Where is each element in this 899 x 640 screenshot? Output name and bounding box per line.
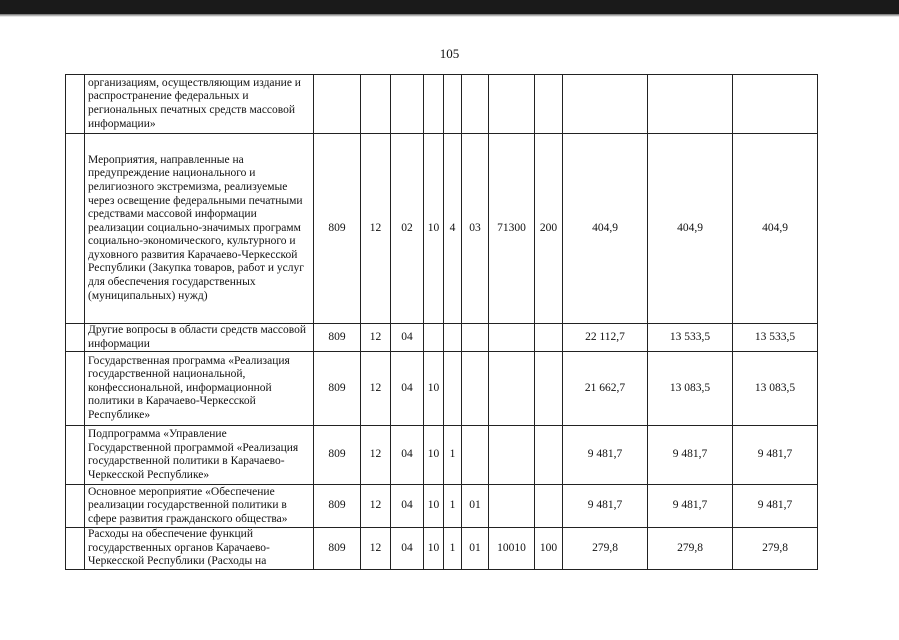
expense-type-cell	[535, 352, 563, 426]
row-number-cell	[66, 75, 85, 134]
budget-table	[65, 74, 818, 570]
subprogram-cell	[444, 352, 462, 426]
sum-year3-cell: 9 481,7	[733, 426, 818, 485]
expense-type-cell	[535, 324, 563, 352]
podrazdel-cell	[391, 75, 424, 134]
item-name-cell: Другие вопросы в области средств массовой информации	[85, 324, 314, 352]
expense-type-cell: 200	[535, 134, 563, 324]
razdel-cell: 12	[361, 324, 391, 352]
sum-year3-cell: 279,8	[733, 528, 818, 570]
program-cell	[424, 75, 444, 134]
sum-year2-cell: 13 533,5	[648, 324, 733, 352]
item-name-cell: Мероприятия, направленные на предупреждение национального и религиозного экстремизма, реализуемые через освещение федеральными печатными средствами массовой информации реализации социально-значимых программ социально-экономического, культурного и духовного развития Карачаево-Черкесской Республики (Закупка товаров, работ и услуг для обеспечения государственных (муниципальных) нужд)	[85, 134, 314, 324]
podrazdel-cell: 02	[391, 134, 424, 324]
sum-year1-cell: 21 662,7	[563, 352, 648, 426]
sum-year1-cell: 279,8	[563, 528, 648, 570]
program-cell: 10	[424, 352, 444, 426]
table-row	[66, 352, 818, 426]
table-row	[66, 324, 818, 352]
item-name-cell: Государственная программа «Реализация государственной национальной, конфессиональной, информационной политики в Карачаево-Черкесской Республике»	[85, 352, 314, 426]
sum-year3-cell: 13 083,5	[733, 352, 818, 426]
sum-year1-cell: 9 481,7	[563, 426, 648, 485]
table-row	[66, 134, 818, 324]
direction-cell: 71300	[489, 134, 535, 324]
sum-year2-cell: 9 481,7	[648, 485, 733, 528]
direction-cell	[489, 426, 535, 485]
podrazdel-cell: 04	[391, 426, 424, 485]
podrazdel-cell: 04	[391, 485, 424, 528]
event-cell: 01	[462, 485, 489, 528]
program-cell: 10	[424, 426, 444, 485]
expense-type-cell	[535, 485, 563, 528]
table-row	[66, 75, 818, 134]
table-row	[66, 528, 818, 570]
event-cell: 01	[462, 528, 489, 570]
subprogram-cell: 1	[444, 485, 462, 528]
razdel-cell: 12	[361, 528, 391, 570]
row-number-cell	[66, 528, 85, 570]
sum-year2-cell: 9 481,7	[648, 426, 733, 485]
row-number-cell	[66, 352, 85, 426]
razdel-cell: 12	[361, 485, 391, 528]
podrazdel-cell: 04	[391, 352, 424, 426]
sum-year1-cell: 404,9	[563, 134, 648, 324]
row-number-cell	[66, 485, 85, 528]
subprogram-cell	[444, 75, 462, 134]
item-name-cell: Подпрограмма «Управление Государственной программой «Реализация государственной политики в Карачаево-Черкесской Республике»	[85, 426, 314, 485]
expense-type-cell	[535, 75, 563, 134]
event-cell: 03	[462, 134, 489, 324]
direction-cell	[489, 352, 535, 426]
sum-year2-cell: 279,8	[648, 528, 733, 570]
ved-cell: 809	[314, 324, 361, 352]
sum-year3-cell: 13 533,5	[733, 324, 818, 352]
sum-year3-cell: 404,9	[733, 134, 818, 324]
ved-cell: 809	[314, 134, 361, 324]
event-cell	[462, 426, 489, 485]
ved-cell: 809	[314, 528, 361, 570]
sum-year2-cell	[648, 75, 733, 134]
ved-cell	[314, 75, 361, 134]
subprogram-cell: 1	[444, 528, 462, 570]
direction-cell: 10010	[489, 528, 535, 570]
table-row	[66, 485, 818, 528]
direction-cell	[489, 485, 535, 528]
table-row	[66, 426, 818, 485]
ved-cell: 809	[314, 485, 361, 528]
sum-year1-cell: 22 112,7	[563, 324, 648, 352]
event-cell	[462, 75, 489, 134]
row-number-cell	[66, 426, 85, 485]
sum-year1-cell	[563, 75, 648, 134]
ved-cell: 809	[314, 352, 361, 426]
subprogram-cell: 4	[444, 134, 462, 324]
program-cell	[424, 324, 444, 352]
podrazdel-cell: 04	[391, 324, 424, 352]
razdel-cell	[361, 75, 391, 134]
row-number-cell	[66, 134, 85, 324]
item-name-cell: Расходы на обеспечение функций государственных органов Карачаево-Черкесской Республики (Расходы на	[85, 528, 314, 570]
expense-type-cell: 100	[535, 528, 563, 570]
program-cell: 10	[424, 528, 444, 570]
event-cell	[462, 352, 489, 426]
razdel-cell: 12	[361, 352, 391, 426]
sum-year1-cell: 9 481,7	[563, 485, 648, 528]
subprogram-cell: 1	[444, 426, 462, 485]
razdel-cell: 12	[361, 134, 391, 324]
scan-top-border	[0, 0, 899, 14]
program-cell: 10	[424, 134, 444, 324]
sum-year3-cell	[733, 75, 818, 134]
direction-cell	[489, 324, 535, 352]
subprogram-cell	[444, 324, 462, 352]
scan-border-shadow	[0, 14, 899, 17]
expense-type-cell	[535, 426, 563, 485]
podrazdel-cell: 04	[391, 528, 424, 570]
sum-year2-cell: 404,9	[648, 134, 733, 324]
razdel-cell: 12	[361, 426, 391, 485]
program-cell: 10	[424, 485, 444, 528]
item-name-cell: организациям, осуществляющим издание и распространение федеральных и региональных печатных средств массовой информации»	[85, 75, 314, 134]
sum-year2-cell: 13 083,5	[648, 352, 733, 426]
direction-cell	[489, 75, 535, 134]
ved-cell: 809	[314, 426, 361, 485]
item-name-cell: Основное мероприятие «Обеспечение реализации государственной политики в сфере развития гражданского общества»	[85, 485, 314, 528]
page-number: 105	[439, 46, 460, 61]
sum-year3-cell: 9 481,7	[733, 485, 818, 528]
event-cell	[462, 324, 489, 352]
row-number-cell	[66, 324, 85, 352]
